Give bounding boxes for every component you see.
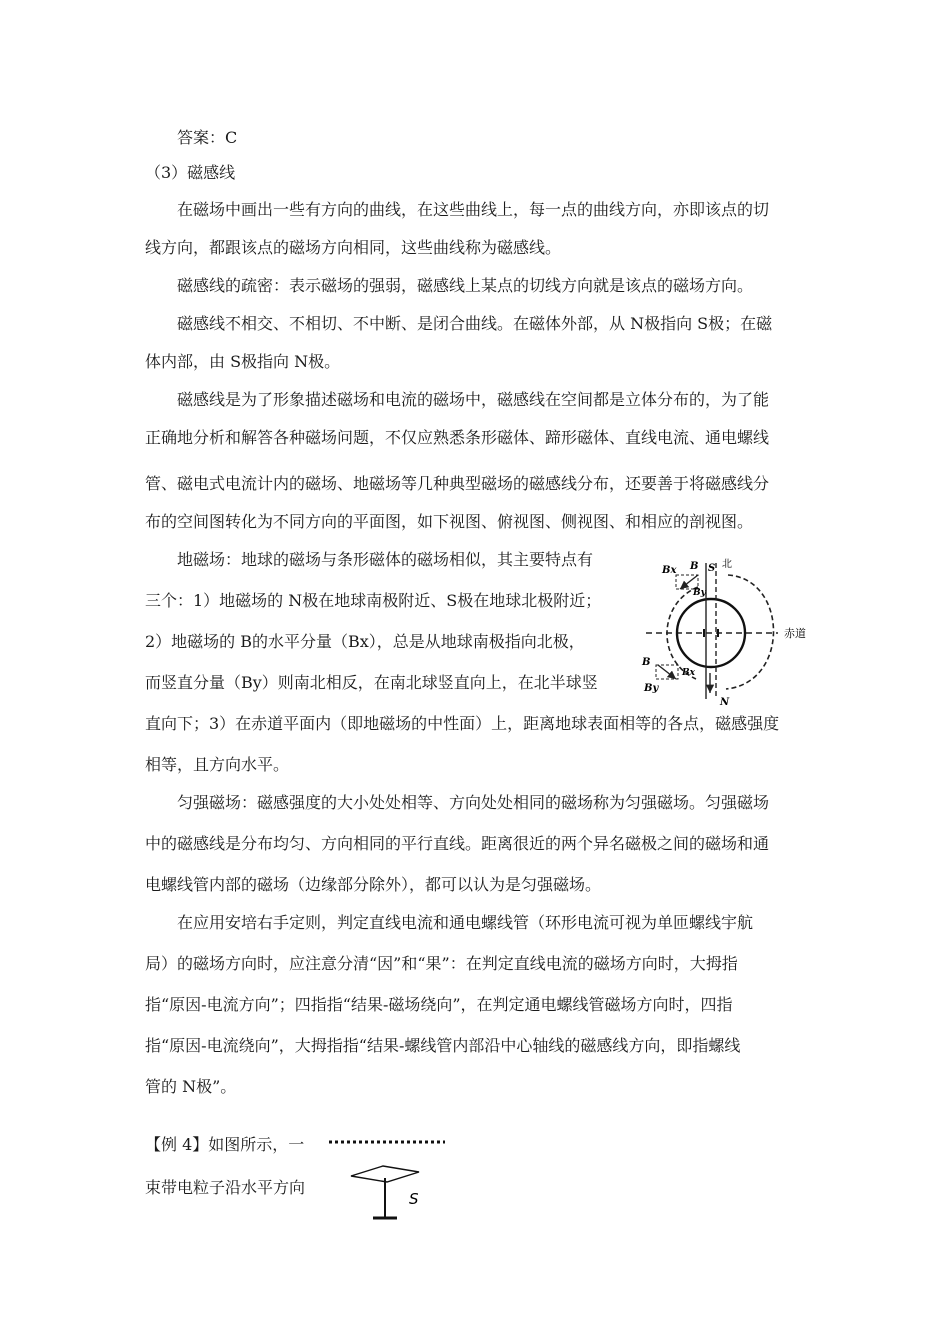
- p7-line-3: 指“原因-电流方向”；四指指“结果-磁场绕向”，在判定通电螺线管磁场方向时，四指: [145, 995, 733, 1014]
- label-n: N: [720, 697, 730, 708]
- p7-line-5: 管的 N极”。: [145, 1077, 237, 1096]
- p4-line-3: 管、磁电式电流计内的磁场、地磁场等几种典型磁场的磁感线分布，还要善于将磁感线分: [145, 474, 770, 493]
- label-b-bottom: B: [642, 657, 651, 668]
- p5-line-4: 而竖直分量（By）则南北相反，在南北球竖直向上，在北半球竖: [145, 673, 598, 692]
- p3-line-1: 磁感线不相交、不相切、不中断、是闭合曲线。在磁体外部，从 N极指向 S极；在磁: [177, 314, 773, 333]
- label-by-top: By: [693, 588, 706, 598]
- p4-line-2: 正确地分析和解答各种磁场问题，不仅应熟悉条形磁体、蹄形磁体、直线电流、通电螺线: [145, 428, 770, 447]
- label-b-top: B: [690, 561, 699, 572]
- example-figure: [325, 1136, 455, 1226]
- section-title: （3）磁感线: [145, 163, 236, 182]
- p1-line-2: 线方向，都跟该点的磁场方向相同，这些曲线称为磁感线。: [145, 238, 562, 257]
- lower-vector-b: [658, 665, 676, 679]
- answer-line: 答案：C: [177, 128, 238, 147]
- label-s: S: [708, 563, 716, 574]
- label-equator: 赤道: [784, 627, 806, 640]
- p5-line-6: 相等，且方向水平。: [145, 755, 290, 774]
- p2-line-1: 磁感线的疏密：表示磁场的强弱，磁感线上某点的切线方向就是该点的磁场方向。: [177, 276, 754, 295]
- p7-line-4: 指“原因-电流绕向”，大拇指指“结果-螺线管内部沿中心轴线的磁感线方向，即指螺线: [145, 1036, 741, 1055]
- p7-line-1: 在应用安培右手定则，判定直线电流和通电螺线管（环形电流可视为单匝螺线宇航: [177, 913, 754, 932]
- label-by-bottom: By: [644, 683, 659, 694]
- plate-label-s: S: [409, 1190, 419, 1208]
- p6-line-1: 匀强磁场：磁感强度的大小处处相等、方向处处相同的磁场称为匀强磁场。匀强磁场: [177, 793, 770, 812]
- p6-line-3: 电螺线管内部的磁场（边缘部分除外），都可以认为是匀强磁场。: [145, 875, 602, 894]
- p3-line-2: 体内部，由 S极指向 N极。: [145, 352, 341, 371]
- earth-magnetic-field-figure: [638, 553, 818, 711]
- field-loop-right: [726, 575, 774, 689]
- p5-line-5: 直向下；3）在赤道平面内（即地磁场的中性面）上，距离地球表面相等的各点，磁感强度: [145, 714, 780, 733]
- p5-line-1: 地磁场：地球的磁场与条形磁体的磁场相似，其主要特点有: [177, 550, 594, 569]
- label-bx-bottom: Bx: [682, 668, 695, 678]
- p1-line-1: 在磁场中画出一些有方向的曲线，在这些曲线上，每一点的曲线方向，亦即该点的切: [177, 200, 770, 219]
- example-line-1: 【例 4】如图所示，一: [145, 1135, 305, 1154]
- p5-line-2: 三个：1）地磁场的 N极在地球南极附近、S极在地球北极附近；: [145, 591, 602, 610]
- upper-vector-b: [680, 575, 698, 589]
- p5-line-3: 2）地磁场的 B的水平分量（Bx），总是从地球南极指向北极，: [145, 632, 585, 651]
- p6-line-2: 中的磁感线是分布均匀、方向相同的平行直线。距离很近的两个异名磁极之间的磁场和通: [145, 834, 770, 853]
- p4-line-1: 磁感线是为了形象描述磁场和电流的磁场中，磁感线在空间都是立体分布的，为了能: [177, 390, 770, 409]
- p7-line-2: 局）的磁场方向时，应注意分清“因”和“果”：在判定直线电流的磁场方向时，大拇指: [145, 954, 738, 973]
- label-north: 北: [722, 559, 732, 570]
- example-line-2: 束带电粒子沿水平方向: [145, 1178, 306, 1197]
- label-bx-top: Bx: [662, 565, 677, 576]
- p4-line-4: 布的空间图转化为不同方向的平面图，如下视图、俯视图、侧视图、和相应的剖视图。: [145, 512, 754, 531]
